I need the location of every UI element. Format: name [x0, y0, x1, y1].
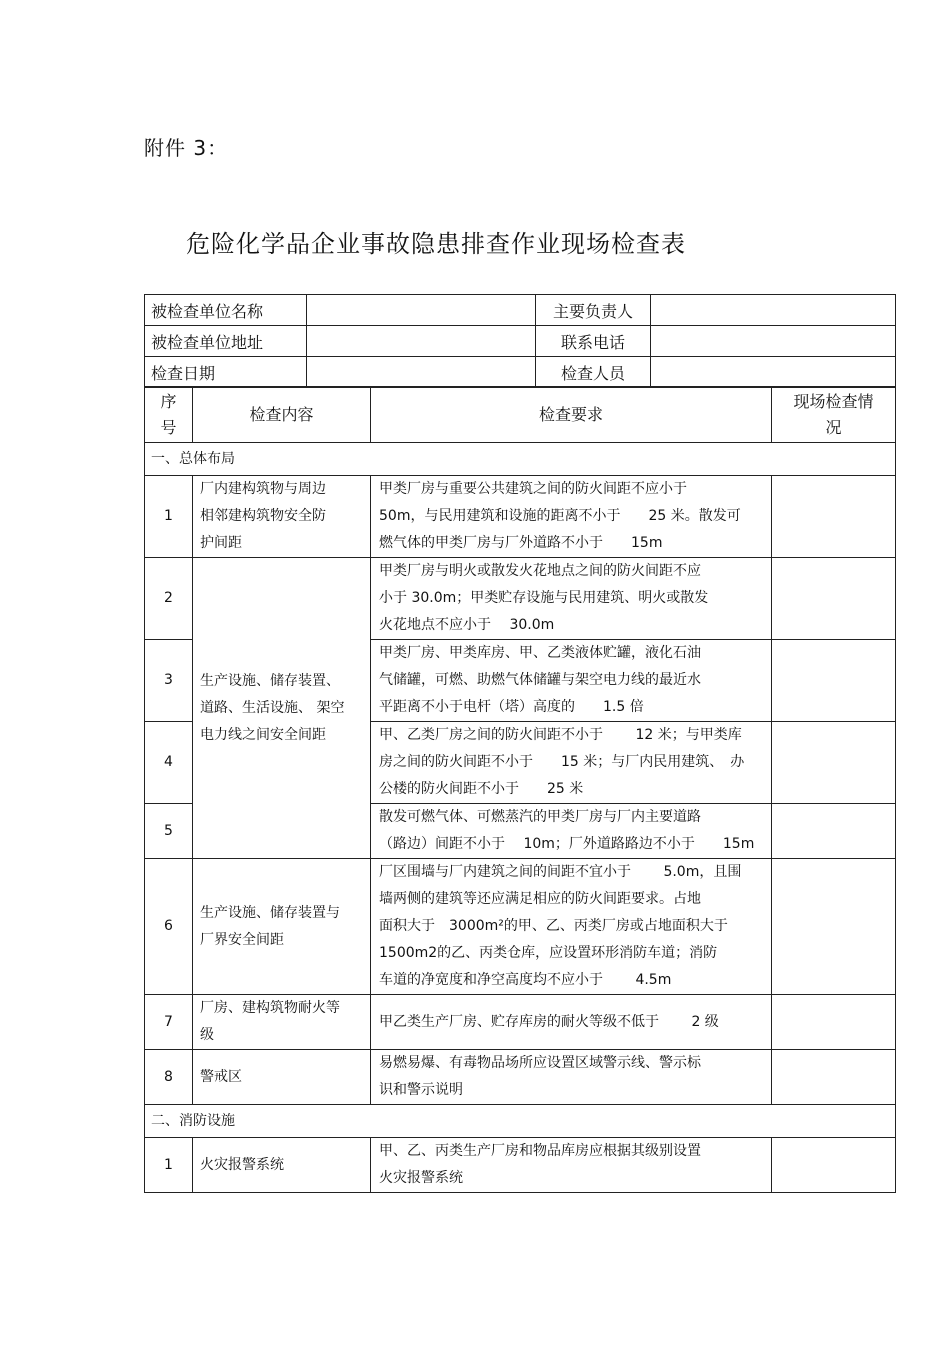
checklist-table: [144, 386, 896, 1193]
leader-field[interactable]: [651, 295, 896, 326]
row-number: 2: [145, 558, 193, 640]
inspector-label: 检查人员: [536, 357, 651, 388]
date-field[interactable]: [307, 357, 536, 388]
leader-label: 主要负责人: [536, 295, 651, 326]
info-row: [145, 357, 896, 388]
page-title: 危险化学品企业事故隐患排查作业现场检查表: [186, 230, 686, 258]
check-content: 厂内建构筑物与周边 相邻建构筑物安全防 护间距: [193, 476, 371, 558]
section-title: 一、总体布局: [145, 443, 896, 476]
table-row: [145, 558, 896, 640]
inspection-result-field[interactable]: [772, 1050, 896, 1105]
check-content: 生产设施、储存装置与 厂界安全间距: [193, 859, 371, 995]
check-requirement: 甲类厂房与明火或散发火花地点之间的防火间距不应 小于 30.0m；甲类贮存设施与民用建筑、明火或散发 火花地点不应小于 30.0m: [371, 558, 772, 640]
column-header-row: [145, 387, 896, 443]
attachment-label: 附件 3：: [144, 136, 229, 160]
check-requirement: 甲类厂房、甲类库房、甲、乙类液体贮罐，液化石油 气储罐，可燃、助燃气体储罐与架空电力线的最近水 平距离不小于电杆（塔）高度的 1.5 倍: [371, 640, 772, 722]
table-row: [145, 995, 896, 1050]
table-row: [145, 859, 896, 995]
table-row: [145, 1138, 896, 1193]
inspection-result-field[interactable]: [772, 558, 896, 640]
section-row: [145, 443, 896, 476]
unit-address-field[interactable]: [307, 326, 536, 357]
column-header-requirement: 检查要求: [371, 387, 772, 443]
table-row: [145, 476, 896, 558]
check-requirement: 甲类厂房与重要公共建筑之间的防火间距不应小于 50m，与民用建筑和设施的距离不小于 25 米。散发可 燃气体的甲类厂房与厂外道路不小于 15m: [371, 476, 772, 558]
row-number: 4: [145, 722, 193, 804]
check-content: 警戒区: [193, 1050, 371, 1105]
inspection-result-field[interactable]: [772, 804, 896, 859]
check-requirement: 甲乙类生产厂房、贮存库房的耐火等级不低于 2 级: [371, 995, 772, 1050]
check-requirement: 厂区围墙与厂内建筑之间的间距不宜小于 5.0m，且围 墙两侧的建筑等还应满足相应的防火间距要求。占地 面积大于 3000m²的甲、乙、丙类厂房或占地面积大于 1500m2的乙、丙类仓库，应设置环形消防车道；消防 车道的净宽度和净空高度均不应小于 4.5m: [371, 859, 772, 995]
column-header-content: 检查内容: [193, 387, 371, 443]
inspection-result-field[interactable]: [772, 722, 896, 804]
check-content: 厂房、建构筑物耐火等 级: [193, 995, 371, 1050]
row-number: 1: [145, 1138, 193, 1193]
unit-name-field[interactable]: [307, 295, 536, 326]
phone-field[interactable]: [651, 326, 896, 357]
unit-name-label: 被检查单位名称: [145, 295, 307, 326]
inspection-result-field[interactable]: [772, 995, 896, 1050]
check-content: 火灾报警系统: [193, 1138, 371, 1193]
info-row: [145, 295, 896, 326]
inspector-field[interactable]: [651, 357, 896, 388]
inspection-result-field[interactable]: [772, 859, 896, 995]
table-row: [145, 1050, 896, 1105]
row-number: 1: [145, 476, 193, 558]
row-number: 7: [145, 995, 193, 1050]
row-number: 6: [145, 859, 193, 995]
check-requirement: 甲、乙类厂房之间的防火间距不小于 12 米；与甲类库 房之间的防火间距不小于 15 米；与厂内民用建筑、 办 公楼的防火间距不小于 25 米: [371, 722, 772, 804]
date-label: 检查日期: [145, 357, 307, 388]
phone-label: 联系电话: [536, 326, 651, 357]
row-number: 3: [145, 640, 193, 722]
row-number: 5: [145, 804, 193, 859]
section-title: 二、消防设施: [145, 1105, 896, 1138]
check-requirement: 甲、乙、丙类生产厂房和物品库房应根据其级别设置 火灾报警系统: [371, 1138, 772, 1193]
info-row: [145, 326, 896, 357]
check-content: 生产设施、储存装置、 道路、生活设施、 架空 电力线之间安全间距: [193, 558, 371, 859]
check-requirement: 易燃易爆、有毒物品场所应设置区域警示线、警示标 识和警示说明: [371, 1050, 772, 1105]
column-header-seq: 序 号: [145, 387, 193, 443]
inspection-result-field[interactable]: [772, 640, 896, 722]
unit-address-label: 被检查单位地址: [145, 326, 307, 357]
check-requirement: 散发可燃气体、可燃蒸汽的甲类厂房与厂内主要道路 （路边）间距不小于 10m；厂外道路路边不小于 15m: [371, 804, 772, 859]
section-row: [145, 1105, 896, 1138]
info-table: [144, 294, 896, 388]
inspection-result-field[interactable]: [772, 1138, 896, 1193]
row-number: 8: [145, 1050, 193, 1105]
column-header-status: 现场检查情 况: [772, 387, 896, 443]
inspection-result-field[interactable]: [772, 476, 896, 558]
